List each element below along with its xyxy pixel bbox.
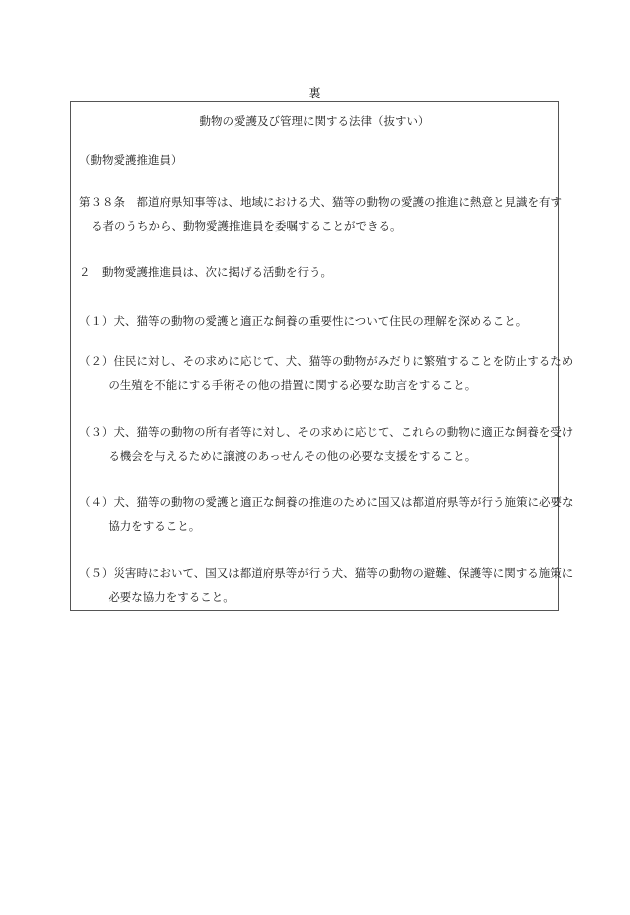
list-item-5: （５）災害時において、国又は都道府県等が行う犬、猫等の動物の避難、保護等に関する施策に必要な協力をすること。 xyxy=(79,566,574,604)
list-item-1: （１）犬、猫等の動物の愛護と適正な飼養の重要性について住民の理解を深めること。 xyxy=(79,314,528,328)
law-excerpt-box xyxy=(70,101,574,611)
article-38: 第３８条 都道府県知事等は、地域における犬、猫等の動物の愛護の推進に熱意と見識を有する者のうちから、動物愛護推進員を委嘱することができる。 xyxy=(79,195,562,233)
list-item-2: （２）住民に対し、その求めに応じて、犬、猫等の動物がみだりに繁殖することを防止するための生殖を不能にする手術その他の措置に関する必要な助言をすること。 xyxy=(79,354,574,392)
reverse-side-label: 裏 xyxy=(308,86,322,100)
paragraph-2: ２ 動物愛護推進員は、次に掲げる活動を行う。 xyxy=(79,265,332,279)
law-title: 動物の愛護及び管理に関する法律（抜すい） xyxy=(199,114,430,128)
article-caption: （動物愛護推進員） xyxy=(79,153,183,167)
list-item-4: （４）犬、猫等の動物の愛護と適正な飼養の推進のために国又は都道府県等が行う施策に必要な協力をすること。 xyxy=(79,495,574,533)
list-item-3: （３）犬、猫等の動物の所有者等に対し、その求めに応じて、これらの動物に適正な飼養を受ける機会を与えるために譲渡のあっせんその他の必要な支援をすること。 xyxy=(79,425,574,463)
